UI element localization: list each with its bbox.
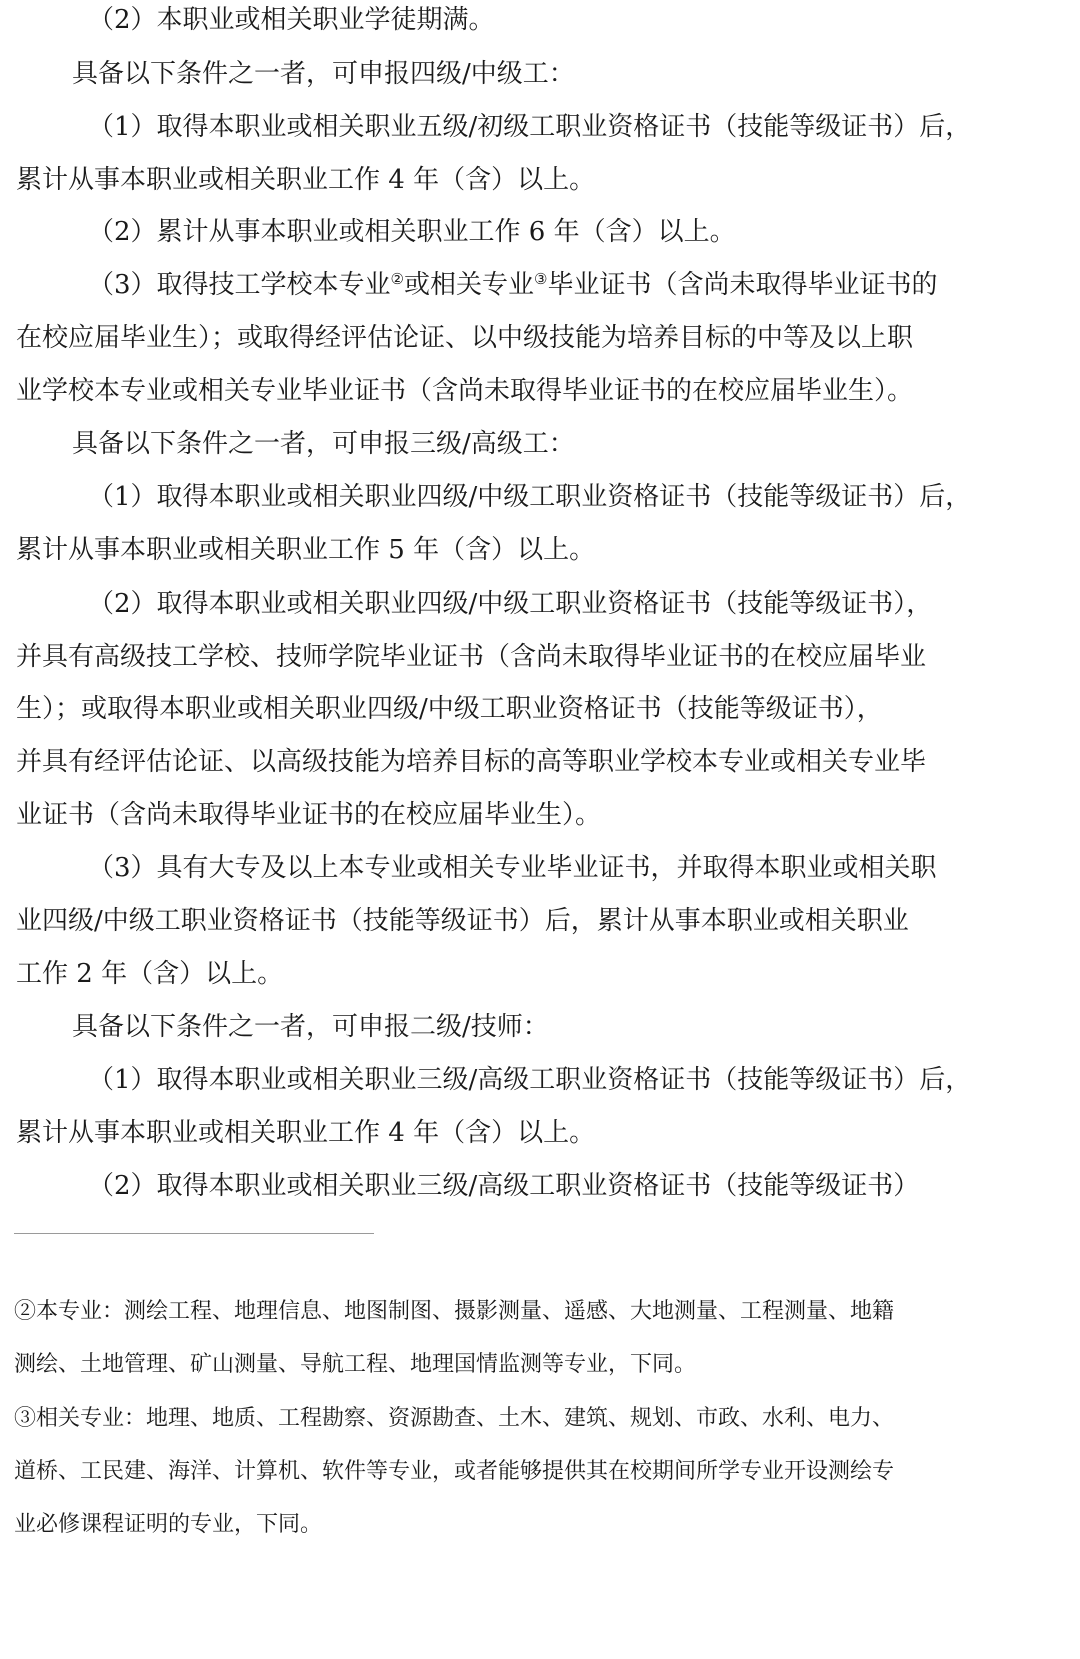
text-line: （2）本职业或相关职业学徒期满。 [88, 5, 495, 35]
text-line: （1）取得本职业或相关职业五级/初级工职业资格证书（技能等级证书）后， [88, 112, 972, 142]
text-line: 业四级/中级工职业资格证书（技能等级证书）后，累计从事本职业或相关职业 [16, 906, 909, 936]
text-line: （2）取得本职业或相关职业三级/高级工职业资格证书（技能等级证书） [88, 1171, 920, 1201]
text-line: （2）取得本职业或相关职业四级/中级工职业资格证书（技能等级证书）， [88, 589, 933, 619]
text-line: 累计从事本职业或相关职业工作 4 年（含）以上。 [16, 165, 596, 195]
condition-heading: 具备以下条件之一者，可申报二级/技师： [72, 1012, 549, 1042]
text-line: （3）具有大专及以上本专业或相关专业毕业证书，并取得本职业或相关职 [88, 853, 937, 883]
text-line: （1）取得本职业或相关职业四级/中级工职业资格证书（技能等级证书）后， [88, 482, 972, 512]
text-line: 在校应届毕业生）；或取得经评估论证、以中级技能为培养目标的中等及以上职 [16, 323, 914, 353]
text-line [88, 269, 937, 301]
text-line: （1）取得本职业或相关职业三级/高级工职业资格证书（技能等级证书）后， [88, 1065, 972, 1095]
text-line: 工作 2 年（含）以上。 [16, 959, 284, 989]
text-line: 累计从事本职业或相关职业工作 5 年（含）以上。 [16, 535, 596, 565]
text-line: （2）累计从事本职业或相关职业工作 6 年（含）以上。 [88, 217, 736, 247]
footnote-3 [14, 1404, 894, 1434]
text-line: 业证书（含尚未取得毕业证书的在校应届毕业生）。 [16, 800, 602, 830]
text-segment: 或相关专业 [404, 270, 535, 300]
footnote-marker: ③ [14, 1406, 37, 1431]
footnote-2 [14, 1297, 894, 1327]
text-line: 并具有高级技工学校、技师学院毕业证书（含尚未取得毕业证书的在校应届毕业 [16, 642, 927, 672]
footnote-ref-2[interactable]: ② [390, 270, 404, 288]
text-segment: 毕业证书（含尚未取得毕业证书的 [547, 270, 938, 300]
text-segment: （3）取得技工学校本专业 [88, 270, 391, 300]
text-line: 生）；或取得本职业或相关职业四级/中级工职业资格证书（技能等级证书）， [16, 694, 883, 724]
condition-heading: 具备以下条件之一者，可申报四级/中级工： [72, 59, 575, 89]
condition-heading: 具备以下条件之一者，可申报三级/高级工： [72, 429, 575, 459]
footnote-text: 相关专业：地理、地质、工程勘察、资源勘查、土木、建筑、规划、市政、水利、电力、 [36, 1406, 895, 1431]
footnote-3-continued: 业必修课程证明的专业，下同。 [14, 1512, 323, 1537]
text-line: 业学校本专业或相关专业毕业证书（含尚未取得毕业证书的在校应届毕业生）。 [16, 376, 914, 406]
footnote-ref-3[interactable]: ③ [534, 270, 548, 288]
footnote-text: 本专业：测绘工程、地理信息、地图制图、摄影测量、遥感、大地测量、工程测量、地籍 [36, 1299, 895, 1324]
footnote-3-continued: 道桥、工民建、海洋、计算机、软件等专业，或者能够提供其在校期间所学专业开设测绘专 [14, 1459, 895, 1484]
footnote-marker: ② [14, 1299, 37, 1324]
footnote-divider [14, 1233, 374, 1234]
footnote-2-continued: 测绘、土地管理、矿山测量、导航工程、地理国情监测等专业，下同。 [14, 1352, 697, 1377]
text-line: 累计从事本职业或相关职业工作 4 年（含）以上。 [16, 1118, 596, 1148]
text-line: 并具有经评估论证、以高级技能为培养目标的高等职业学校本专业或相关专业毕 [16, 747, 927, 777]
